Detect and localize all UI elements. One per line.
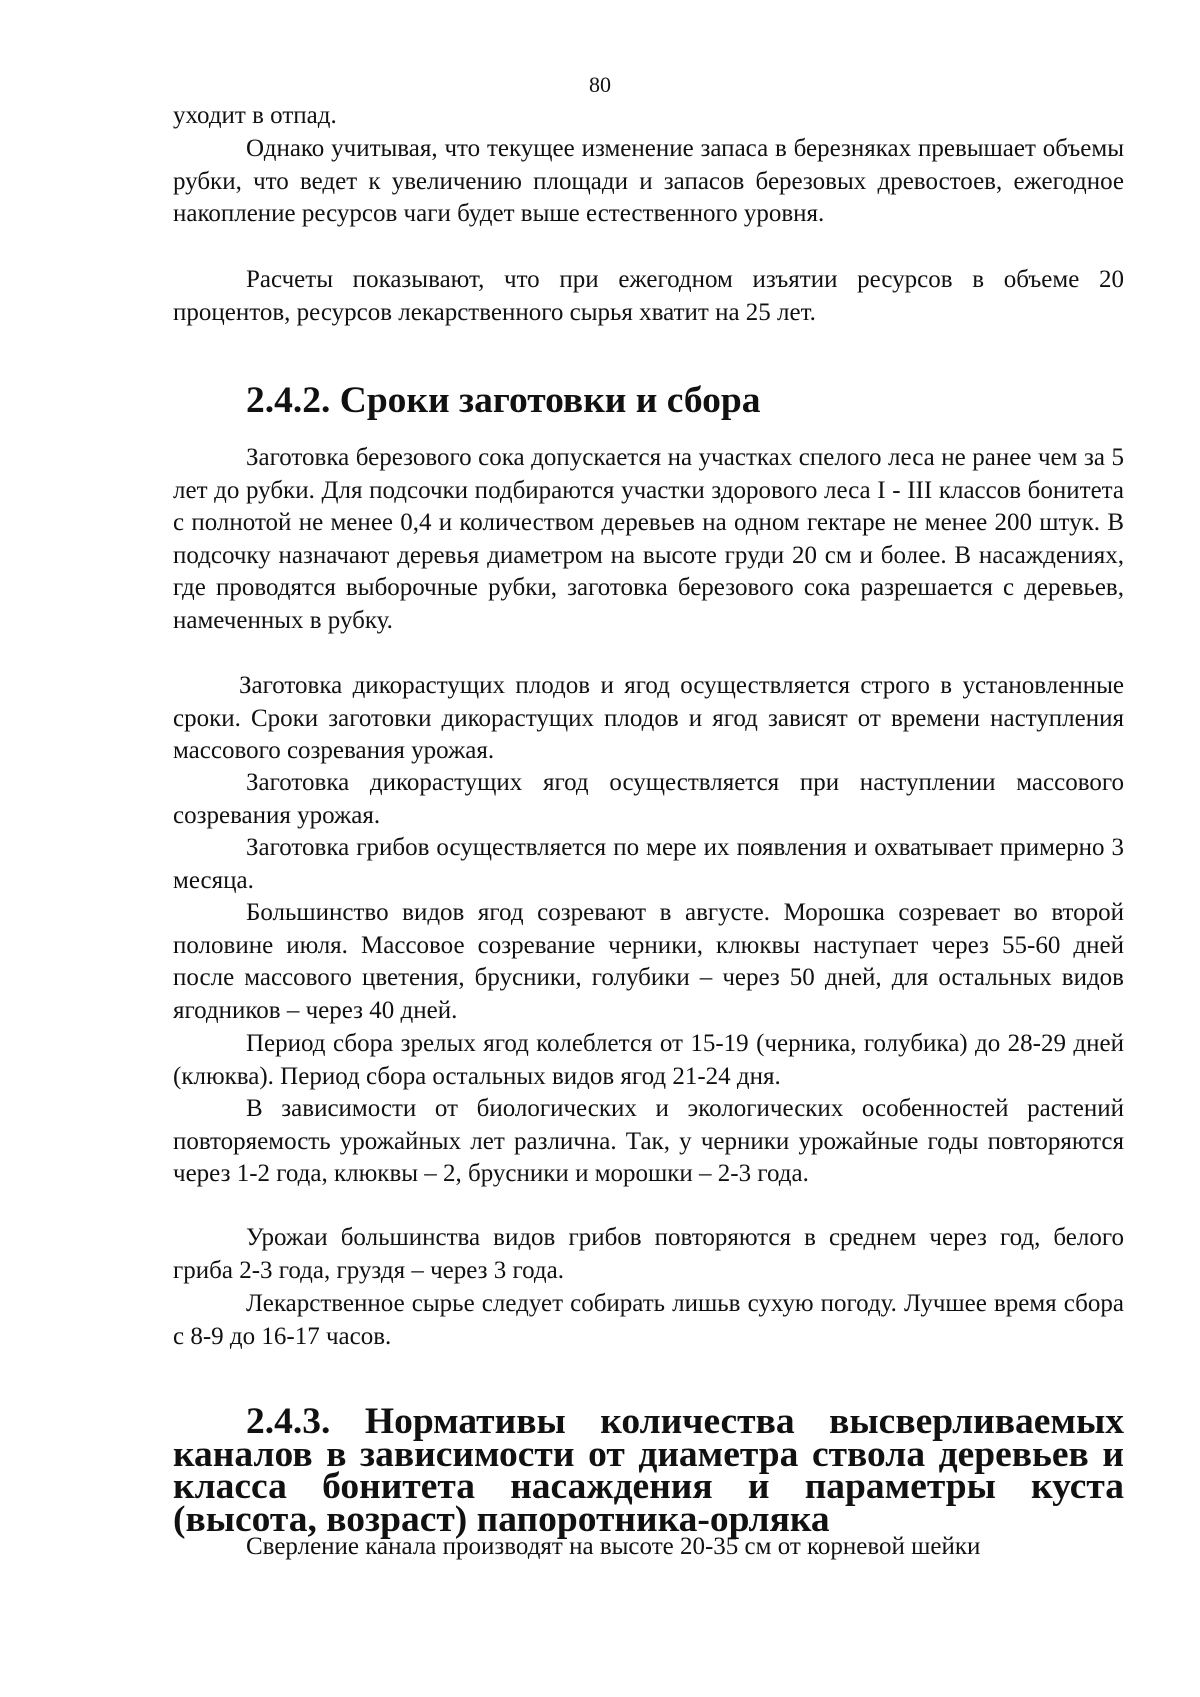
paragraph: Расчеты показывают, что при ежегодном изъятии ресурсов в объеме 20 процентов, ресурсов лекарственного сырья хватит на 25 лет. xyxy=(173,266,1124,326)
paragraph: Заготовка дикорастущих плодов и ягод осуществляется строго в установленные сроки. Сроки заготовки дикорастущих плодов и ягод зависят от времени наступления массового созревания урожая. xyxy=(173,672,1124,764)
paragraph: Большинство видов ягод созревают в августе. Морошка созревает во второй половине июля. Массовое созревание черники, клюквы наступает через 55-60 дней после массового цветения, брусники, голубики – через 50 дней, для остальных видов ягодников – через 40 дней. xyxy=(173,899,1124,1024)
page-number: 80 xyxy=(589,72,611,97)
paragraph: В зависимости от биологических и экологических особенностей растений повторяемость урожайных лет различна. Так, у черники урожайные годы повторяются через 1-2 года, клюквы – 2, брусники и морошки – 2-3 года. xyxy=(173,1095,1124,1187)
paragraph-continued: уходит в отпад. xyxy=(173,102,337,129)
paragraph: Заготовка грибов осуществляется по мере их появления и охватывает примерно 3 месяца. xyxy=(173,834,1124,894)
paragraph: Однако учитывая, что текущее изменение запаса в березняках превышает объемы рубки, что ведет к увеличению площади и запасов березовых древостоев, ежегодное накопление ресурсов чаги будет выше естественного уровня. xyxy=(173,135,1124,227)
paragraph: Лекарственное сырье следует собирать лишьв сухую погоду. Лучшее время сбора с 8-9 до 16-17 часов. xyxy=(173,1290,1124,1350)
paragraph: Заготовка дикорастущих ягод осуществляется при наступлении массового созревания урожая. xyxy=(173,769,1124,829)
section-heading: 2.4.2. Сроки заготовки и сбора xyxy=(246,380,761,421)
paragraph: Сверление канала производят на высоте 20-35 см от корневой шейки xyxy=(246,1533,981,1560)
paragraph: Период сбора зрелых ягод колеблется от 15-19 (черника, голубика) до 28-29 дней (клюква). Период сбора остальных видов ягод 21-24 дня. xyxy=(173,1030,1124,1090)
paragraph: Заготовка березового сока допускается на участках спелого леса не ранее чем за 5 лет до рубки. Для подсочки подбираются участки здорового леса I - III классов бонитета с полнотой не менее 0,4 и количеством деревьев на одном гектаре не менее 200 штук. В подсочку назначают деревья диаметром на высоте груди 20 см и более. В насаждениях, где проводятся выборочные рубки, заготовка березового сока разрешается с деревьев, намеченных в рубку. xyxy=(173,444,1124,634)
section-heading: 2.4.3. Нормативы количества высверливаемых каналов в зависимости от диаметра ствола деревьев и класса бонитета насаждения и параметры куста (высота, возраст) папоротника-орляка xyxy=(173,1401,1124,1540)
paragraph: Урожаи большинства видов грибов повторяются в среднем через год, белого гриба 2-3 года, груздя – через 3 года. xyxy=(173,1224,1124,1284)
